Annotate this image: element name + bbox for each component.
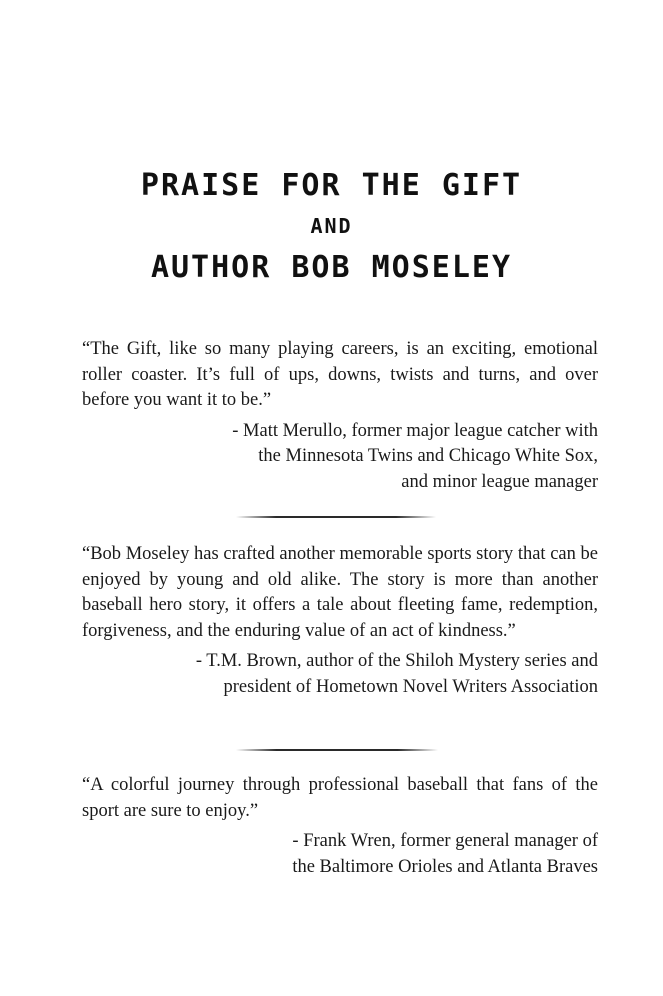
quote-attribution: - T.M. Brown, author of the Shiloh Mystery series and president of Hometown Novel Writers Association [195, 651, 598, 697]
quote-attribution: - Matt Merullo, former major league catcher with the Minnesota Twins and Chicago White Sox, and minor league manager [232, 420, 598, 492]
praise-quote-2 [82, 542, 598, 700]
page-title-line-2: AND [310, 214, 353, 238]
section-divider [236, 749, 438, 751]
praise-quote-3 [82, 773, 598, 880]
praise-quote-1 [82, 337, 598, 495]
quote-attribution: - Frank Wren, former general manager of the Baltimore Orioles and Atlanta Braves [292, 831, 598, 877]
quote-text: “Bob Moseley has crafted another memorable sports story that can be enjoyed by young and old alike. The story is more than another baseball hero story, it offers a tale about fleeting fame, redemption, forgiveness, and the enduring value of an act of kindness.” [82, 544, 598, 641]
quote-text: “The Gift, like so many playing careers, is an exciting, emotional roller coaster. It’s full of ups, downs, twists and turns, and over before you want it to be.” [82, 339, 598, 410]
page-title-line-1: PRAISE FOR THE GIFT [140, 168, 523, 203]
page-title-line-3: AUTHOR BOB MOSELEY [150, 250, 513, 285]
quote-text: “A colorful journey through professional baseball that fans of the sport are sure to enjoy.” [82, 775, 598, 821]
section-divider [236, 516, 436, 518]
